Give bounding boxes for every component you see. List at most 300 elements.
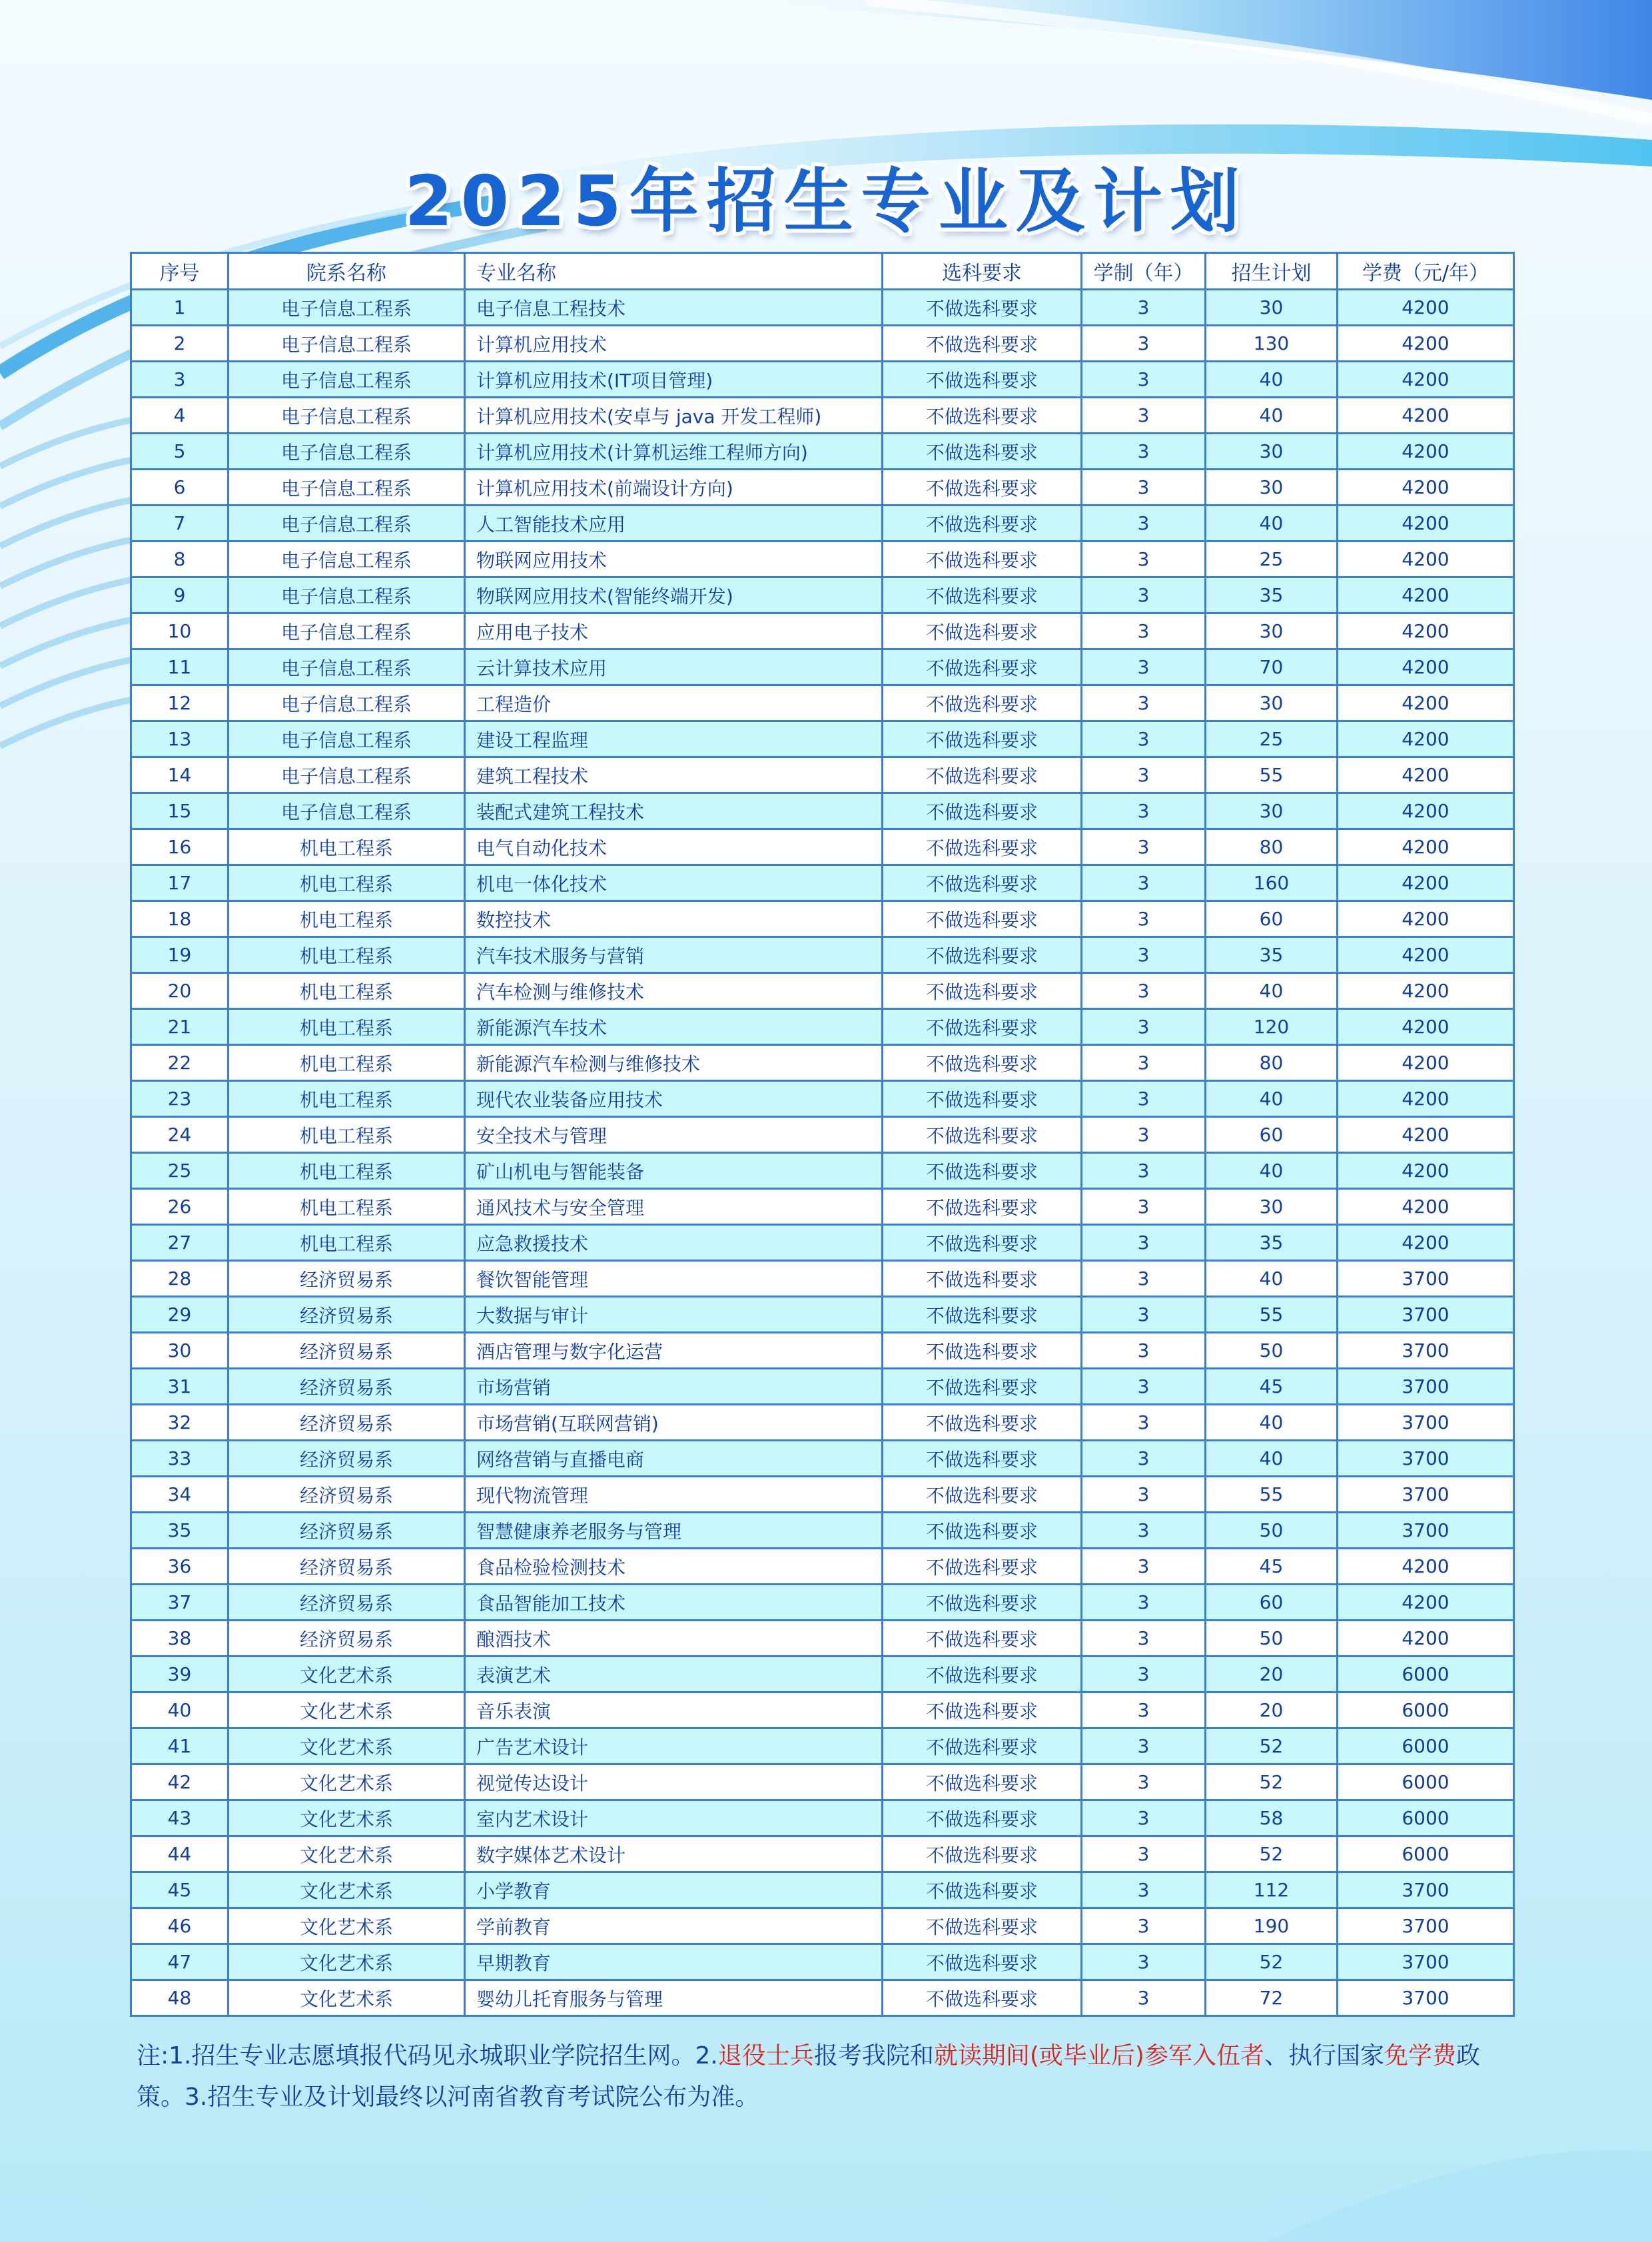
- cell-department: 机电工程系: [228, 1153, 465, 1189]
- cell-quota: 50: [1206, 1333, 1338, 1369]
- cell-subject-requirement: 不做选科要求: [883, 901, 1082, 937]
- cell-duration: 3: [1082, 1045, 1206, 1081]
- cell-quota: 120: [1206, 1009, 1338, 1045]
- table-row: [131, 1441, 1514, 1477]
- cell-department: 文化艺术系: [228, 1728, 465, 1764]
- cell-quota: 52: [1206, 1836, 1338, 1872]
- cell-quota: 52: [1206, 1728, 1338, 1764]
- cell-tuition: 4200: [1338, 757, 1514, 793]
- cell-tuition: 6000: [1338, 1657, 1514, 1692]
- cell-quota: 45: [1206, 1549, 1338, 1585]
- note-text-2: 报考我院和: [813, 2042, 934, 2069]
- table-row: [131, 1585, 1514, 1621]
- table-row: [131, 1549, 1514, 1585]
- cell-duration: 3: [1082, 1117, 1206, 1153]
- cell-tuition: 4200: [1338, 577, 1514, 613]
- note-highlight-enlisted: 就读期间(或毕业后)参军入伍者: [933, 2042, 1264, 2069]
- cell-subject-requirement: 不做选科要求: [883, 506, 1082, 542]
- table-row: [131, 1944, 1514, 1980]
- table-row: [131, 901, 1514, 937]
- cell-subject-requirement: 不做选科要求: [883, 1585, 1082, 1621]
- cell-duration: 3: [1082, 1836, 1206, 1872]
- cell-tuition: 6000: [1338, 1728, 1514, 1764]
- cell-subject-requirement: 不做选科要求: [883, 613, 1082, 649]
- cell-index: 3: [131, 362, 228, 398]
- cell-index: 1: [131, 290, 228, 326]
- cell-quota: 130: [1206, 326, 1338, 362]
- cell-tuition: 4200: [1338, 470, 1514, 506]
- cell-duration: 3: [1082, 1944, 1206, 1980]
- cell-subject-requirement: 不做选科要求: [883, 434, 1082, 470]
- cell-index: 15: [131, 793, 228, 829]
- cell-department: 电子信息工程系: [228, 434, 465, 470]
- cell-duration: 3: [1082, 1153, 1206, 1189]
- cell-subject-requirement: 不做选科要求: [883, 1441, 1082, 1477]
- cell-tuition: 4200: [1338, 1549, 1514, 1585]
- cell-department: 文化艺术系: [228, 1944, 465, 1980]
- cell-tuition: 3700: [1338, 1333, 1514, 1369]
- cell-tuition: 3700: [1338, 1513, 1514, 1549]
- cell-department: 机电工程系: [228, 973, 465, 1009]
- cell-subject-requirement: 不做选科要求: [883, 1764, 1082, 1800]
- cell-duration: 3: [1082, 1189, 1206, 1225]
- cell-major: 市场营销(互联网营销): [465, 1405, 883, 1441]
- cell-quota: 80: [1206, 829, 1338, 865]
- cell-department: 文化艺术系: [228, 1764, 465, 1800]
- cell-quota: 40: [1206, 398, 1338, 434]
- cell-major: 物联网应用技术: [465, 542, 883, 577]
- table-row: [131, 1513, 1514, 1549]
- cell-index: 26: [131, 1189, 228, 1225]
- cell-tuition: 4200: [1338, 290, 1514, 326]
- cell-tuition: 3700: [1338, 1980, 1514, 2016]
- cell-index: 16: [131, 829, 228, 865]
- cell-department: 电子信息工程系: [228, 757, 465, 793]
- cell-quota: 70: [1206, 649, 1338, 685]
- cell-subject-requirement: 不做选科要求: [883, 1117, 1082, 1153]
- cell-department: 电子信息工程系: [228, 506, 465, 542]
- cell-department: 电子信息工程系: [228, 290, 465, 326]
- cell-index: 48: [131, 1980, 228, 2016]
- cell-department: 经济贸易系: [228, 1477, 465, 1513]
- table-row: [131, 685, 1514, 721]
- cell-subject-requirement: 不做选科要求: [883, 1333, 1082, 1369]
- cell-subject-requirement: 不做选科要求: [883, 542, 1082, 577]
- table-row: [131, 506, 1514, 542]
- cell-subject-requirement: 不做选科要求: [883, 470, 1082, 506]
- cell-quota: 30: [1206, 470, 1338, 506]
- cell-index: 6: [131, 470, 228, 506]
- cell-index: 11: [131, 649, 228, 685]
- cell-index: 45: [131, 1872, 228, 1908]
- cell-tuition: 4200: [1338, 829, 1514, 865]
- cell-duration: 3: [1082, 398, 1206, 434]
- cell-subject-requirement: 不做选科要求: [883, 1261, 1082, 1297]
- table-row: [131, 1728, 1514, 1764]
- cell-major: 现代农业装备应用技术: [465, 1081, 883, 1117]
- cell-index: 31: [131, 1369, 228, 1405]
- cell-tuition: 3700: [1338, 1405, 1514, 1441]
- cell-major: 智慧健康养老服务与管理: [465, 1513, 883, 1549]
- cell-duration: 3: [1082, 1261, 1206, 1297]
- cell-tuition: 4200: [1338, 1009, 1514, 1045]
- cell-index: 41: [131, 1728, 228, 1764]
- cell-major: 数字媒体艺术设计: [465, 1836, 883, 1872]
- cell-duration: 3: [1082, 613, 1206, 649]
- cell-tuition: 6000: [1338, 1836, 1514, 1872]
- cell-quota: 20: [1206, 1692, 1338, 1728]
- table-row: [131, 398, 1514, 434]
- cell-major: 婴幼儿托育服务与管理: [465, 1980, 883, 2016]
- cell-duration: 3: [1082, 865, 1206, 901]
- cell-department: 机电工程系: [228, 1009, 465, 1045]
- cell-subject-requirement: 不做选科要求: [883, 1728, 1082, 1764]
- cell-department: 文化艺术系: [228, 1836, 465, 1872]
- cell-major: 建设工程监理: [465, 721, 883, 757]
- cell-tuition: 4200: [1338, 362, 1514, 398]
- table-row: [131, 1081, 1514, 1117]
- cell-duration: 3: [1082, 1908, 1206, 1944]
- cell-quota: 30: [1206, 613, 1338, 649]
- cell-tuition: 4200: [1338, 1225, 1514, 1261]
- cell-department: 电子信息工程系: [228, 577, 465, 613]
- cell-tuition: 6000: [1338, 1764, 1514, 1800]
- cell-subject-requirement: 不做选科要求: [883, 1297, 1082, 1333]
- cell-duration: 3: [1082, 326, 1206, 362]
- table-row: [131, 1297, 1514, 1333]
- cell-subject-requirement: 不做选科要求: [883, 1081, 1082, 1117]
- cell-major: 计算机应用技术: [465, 326, 883, 362]
- cell-subject-requirement: 不做选科要求: [883, 829, 1082, 865]
- cell-subject-requirement: 不做选科要求: [883, 1189, 1082, 1225]
- cell-quota: 40: [1206, 1153, 1338, 1189]
- cell-quota: 40: [1206, 1081, 1338, 1117]
- cell-department: 机电工程系: [228, 937, 465, 973]
- table-row: [131, 613, 1514, 649]
- cell-quota: 60: [1206, 901, 1338, 937]
- cell-quota: 30: [1206, 793, 1338, 829]
- cell-index: 38: [131, 1621, 228, 1657]
- header-tuition: 学费（元/年）: [1338, 253, 1514, 290]
- cell-duration: 3: [1082, 290, 1206, 326]
- cell-tuition: 3700: [1338, 1872, 1514, 1908]
- table-row: [131, 1405, 1514, 1441]
- table-row: [131, 1908, 1514, 1944]
- cell-department: 经济贸易系: [228, 1369, 465, 1405]
- cell-department: 机电工程系: [228, 1189, 465, 1225]
- cell-department: 电子信息工程系: [228, 398, 465, 434]
- table-row: [131, 1621, 1514, 1657]
- cell-quota: 35: [1206, 1225, 1338, 1261]
- cell-subject-requirement: 不做选科要求: [883, 1045, 1082, 1081]
- cell-index: 14: [131, 757, 228, 793]
- cell-subject-requirement: 不做选科要求: [883, 865, 1082, 901]
- cell-index: 30: [131, 1333, 228, 1369]
- cell-duration: 3: [1082, 757, 1206, 793]
- cell-department: 机电工程系: [228, 901, 465, 937]
- cell-major: 应急救援技术: [465, 1225, 883, 1261]
- cell-major: 小学教育: [465, 1872, 883, 1908]
- cell-duration: 3: [1082, 577, 1206, 613]
- cell-duration: 3: [1082, 1369, 1206, 1405]
- cell-duration: 3: [1082, 901, 1206, 937]
- cell-index: 17: [131, 865, 228, 901]
- table-row: [131, 1117, 1514, 1153]
- cell-quota: 35: [1206, 577, 1338, 613]
- cell-tuition: 4200: [1338, 793, 1514, 829]
- table-row: [131, 757, 1514, 793]
- cell-tuition: 4200: [1338, 901, 1514, 937]
- table-body: [131, 290, 1514, 2016]
- cell-index: 44: [131, 1836, 228, 1872]
- cell-quota: 40: [1206, 1441, 1338, 1477]
- cell-index: 9: [131, 577, 228, 613]
- cell-department: 电子信息工程系: [228, 542, 465, 577]
- cell-major: 机电一体化技术: [465, 865, 883, 901]
- cell-major: 矿山机电与智能装备: [465, 1153, 883, 1189]
- cell-quota: 60: [1206, 1117, 1338, 1153]
- cell-duration: 3: [1082, 1081, 1206, 1117]
- cell-major: 新能源汽车技术: [465, 1009, 883, 1045]
- cell-department: 电子信息工程系: [228, 613, 465, 649]
- cell-tuition: 6000: [1338, 1800, 1514, 1836]
- cell-quota: 60: [1206, 1585, 1338, 1621]
- cell-duration: 3: [1082, 1441, 1206, 1477]
- cell-quota: 30: [1206, 290, 1338, 326]
- cell-subject-requirement: 不做选科要求: [883, 1225, 1082, 1261]
- cell-subject-requirement: 不做选科要求: [883, 1369, 1082, 1405]
- cell-major: 计算机应用技术(前端设计方向): [465, 470, 883, 506]
- cell-department: 经济贸易系: [228, 1297, 465, 1333]
- cell-quota: 25: [1206, 721, 1338, 757]
- cell-major: 室内艺术设计: [465, 1800, 883, 1836]
- cell-subject-requirement: 不做选科要求: [883, 757, 1082, 793]
- cell-duration: 3: [1082, 1225, 1206, 1261]
- cell-tuition: 3700: [1338, 1477, 1514, 1513]
- table-row: [131, 973, 1514, 1009]
- cell-subject-requirement: 不做选科要求: [883, 793, 1082, 829]
- cell-tuition: 4200: [1338, 434, 1514, 470]
- cell-tuition: 4200: [1338, 1081, 1514, 1117]
- table-row: [131, 937, 1514, 973]
- table-row: [131, 362, 1514, 398]
- cell-major: 人工智能技术应用: [465, 506, 883, 542]
- cell-quota: 30: [1206, 685, 1338, 721]
- cell-quota: 50: [1206, 1621, 1338, 1657]
- cell-major: 数控技术: [465, 901, 883, 937]
- cell-index: 33: [131, 1441, 228, 1477]
- note-text-1: 注:1.招生专业志愿填报代码见永城职业学院招生网。2.: [137, 2042, 718, 2069]
- cell-department: 经济贸易系: [228, 1585, 465, 1621]
- cell-tuition: 4200: [1338, 1153, 1514, 1189]
- cell-department: 文化艺术系: [228, 1800, 465, 1836]
- cell-subject-requirement: 不做选科要求: [883, 1513, 1082, 1549]
- cell-major: 新能源汽车检测与维修技术: [465, 1045, 883, 1081]
- table-row: [131, 1836, 1514, 1872]
- cell-quota: 160: [1206, 865, 1338, 901]
- cell-index: 22: [131, 1045, 228, 1081]
- cell-index: 18: [131, 901, 228, 937]
- header-department: 院系名称: [228, 253, 465, 290]
- cell-subject-requirement: 不做选科要求: [883, 1872, 1082, 1908]
- cell-major: 音乐表演: [465, 1692, 883, 1728]
- cell-subject-requirement: 不做选科要求: [883, 1800, 1082, 1836]
- cell-duration: 3: [1082, 685, 1206, 721]
- cell-subject-requirement: 不做选科要求: [883, 1477, 1082, 1513]
- table-row: [131, 865, 1514, 901]
- cell-duration: 3: [1082, 1728, 1206, 1764]
- cell-major: 计算机应用技术(计算机运维工程师方向): [465, 434, 883, 470]
- cell-subject-requirement: 不做选科要求: [883, 326, 1082, 362]
- cell-quota: 40: [1206, 973, 1338, 1009]
- cell-subject-requirement: 不做选科要求: [883, 1009, 1082, 1045]
- header-major: 专业名称: [465, 253, 883, 290]
- cell-index: 20: [131, 973, 228, 1009]
- header-duration: 学制（年）: [1082, 253, 1206, 290]
- cell-quota: 58: [1206, 1800, 1338, 1836]
- page-title: 2025年招生专业及计划: [404, 161, 1248, 242]
- cell-major: 视觉传达设计: [465, 1764, 883, 1800]
- table-row: [131, 1980, 1514, 2016]
- cell-major: 网络营销与直播电商: [465, 1441, 883, 1477]
- cell-index: 7: [131, 506, 228, 542]
- cell-department: 机电工程系: [228, 865, 465, 901]
- cell-major: 电子信息工程技术: [465, 290, 883, 326]
- table-row: [131, 1692, 1514, 1728]
- cell-major: 酿酒技术: [465, 1621, 883, 1657]
- cell-duration: 3: [1082, 434, 1206, 470]
- cell-quota: 112: [1206, 1872, 1338, 1908]
- cell-quota: 40: [1206, 1405, 1338, 1441]
- cell-major: 工程造价: [465, 685, 883, 721]
- cell-quota: 45: [1206, 1369, 1338, 1405]
- cell-tuition: 4200: [1338, 613, 1514, 649]
- table-row: [131, 1333, 1514, 1369]
- cell-subject-requirement: 不做选科要求: [883, 1657, 1082, 1692]
- cell-duration: 3: [1082, 973, 1206, 1009]
- cell-department: 文化艺术系: [228, 1980, 465, 2016]
- cell-quota: 30: [1206, 434, 1338, 470]
- cell-quota: 20: [1206, 1657, 1338, 1692]
- cell-subject-requirement: 不做选科要求: [883, 1153, 1082, 1189]
- cell-index: 19: [131, 937, 228, 973]
- cell-department: 经济贸易系: [228, 1405, 465, 1441]
- table-row: [131, 1225, 1514, 1261]
- cell-duration: 3: [1082, 793, 1206, 829]
- cell-major: 汽车检测与维修技术: [465, 973, 883, 1009]
- table-row: [131, 1189, 1514, 1225]
- cell-subject-requirement: 不做选科要求: [883, 1908, 1082, 1944]
- cell-subject-requirement: 不做选科要求: [883, 937, 1082, 973]
- cell-quota: 25: [1206, 542, 1338, 577]
- cell-duration: 3: [1082, 506, 1206, 542]
- cell-department: 文化艺术系: [228, 1692, 465, 1728]
- cell-duration: 3: [1082, 1009, 1206, 1045]
- cell-tuition: 4200: [1338, 721, 1514, 757]
- table-row: [131, 542, 1514, 577]
- cell-major: 早期教育: [465, 1944, 883, 1980]
- cell-index: 40: [131, 1692, 228, 1728]
- table-row: [131, 1009, 1514, 1045]
- table-row: [131, 721, 1514, 757]
- table-header-row: [131, 253, 1514, 290]
- cell-subject-requirement: 不做选科要求: [883, 1549, 1082, 1585]
- cell-major: 通风技术与安全管理: [465, 1189, 883, 1225]
- cell-department: 电子信息工程系: [228, 649, 465, 685]
- cell-tuition: 4200: [1338, 973, 1514, 1009]
- cell-major: 电气自动化技术: [465, 829, 883, 865]
- cell-major: 安全技术与管理: [465, 1117, 883, 1153]
- cell-duration: 3: [1082, 470, 1206, 506]
- cell-department: 电子信息工程系: [228, 326, 465, 362]
- cell-quota: 40: [1206, 1261, 1338, 1297]
- cell-duration: 3: [1082, 1621, 1206, 1657]
- cell-major: 应用电子技术: [465, 613, 883, 649]
- cell-duration: 3: [1082, 1477, 1206, 1513]
- cell-major: 餐饮智能管理: [465, 1261, 883, 1297]
- cell-duration: 3: [1082, 1513, 1206, 1549]
- cell-major: 学前教育: [465, 1908, 883, 1944]
- cell-index: 2: [131, 326, 228, 362]
- cell-quota: 190: [1206, 1908, 1338, 1944]
- cell-quota: 55: [1206, 1297, 1338, 1333]
- header-index: 序号: [131, 253, 228, 290]
- cell-department: 经济贸易系: [228, 1333, 465, 1369]
- cell-tuition: 4200: [1338, 937, 1514, 973]
- cell-index: 8: [131, 542, 228, 577]
- cell-major: 物联网应用技术(智能终端开发): [465, 577, 883, 613]
- cell-subject-requirement: 不做选科要求: [883, 577, 1082, 613]
- cell-index: 5: [131, 434, 228, 470]
- footnote: [137, 2036, 1522, 2118]
- cell-duration: 3: [1082, 362, 1206, 398]
- cell-quota: 55: [1206, 1477, 1338, 1513]
- note-text-3: 、执行国家: [1264, 2042, 1384, 2069]
- cell-major: 计算机应用技术(安卓与 java 开发工程师): [465, 398, 883, 434]
- cell-tuition: 4200: [1338, 506, 1514, 542]
- cell-tuition: 4200: [1338, 1585, 1514, 1621]
- cell-department: 经济贸易系: [228, 1261, 465, 1297]
- cell-index: 47: [131, 1944, 228, 1980]
- cell-major: 表演艺术: [465, 1657, 883, 1692]
- cell-department: 电子信息工程系: [228, 793, 465, 829]
- cell-major: 食品检验检测技术: [465, 1549, 883, 1585]
- cell-index: 29: [131, 1297, 228, 1333]
- cell-subject-requirement: 不做选科要求: [883, 1980, 1082, 2016]
- cell-index: 27: [131, 1225, 228, 1261]
- cell-index: 42: [131, 1764, 228, 1800]
- note-text-4: 政策。3.招生专业及计划最终以河南省教育考试院公布为准。: [137, 2042, 1480, 2111]
- cell-index: 28: [131, 1261, 228, 1297]
- cell-subject-requirement: 不做选科要求: [883, 1836, 1082, 1872]
- cell-quota: 40: [1206, 506, 1338, 542]
- cell-quota: 40: [1206, 362, 1338, 398]
- cell-duration: 3: [1082, 829, 1206, 865]
- cell-tuition: 4200: [1338, 398, 1514, 434]
- cell-quota: 50: [1206, 1513, 1338, 1549]
- cell-tuition: 3700: [1338, 1441, 1514, 1477]
- cell-quota: 80: [1206, 1045, 1338, 1081]
- cell-subject-requirement: 不做选科要求: [883, 649, 1082, 685]
- cell-index: 12: [131, 685, 228, 721]
- cell-department: 机电工程系: [228, 1045, 465, 1081]
- cell-quota: 35: [1206, 937, 1338, 973]
- table-row: [131, 1800, 1514, 1836]
- cell-quota: 52: [1206, 1944, 1338, 1980]
- cell-index: 32: [131, 1405, 228, 1441]
- cell-duration: 3: [1082, 937, 1206, 973]
- cell-subject-requirement: 不做选科要求: [883, 398, 1082, 434]
